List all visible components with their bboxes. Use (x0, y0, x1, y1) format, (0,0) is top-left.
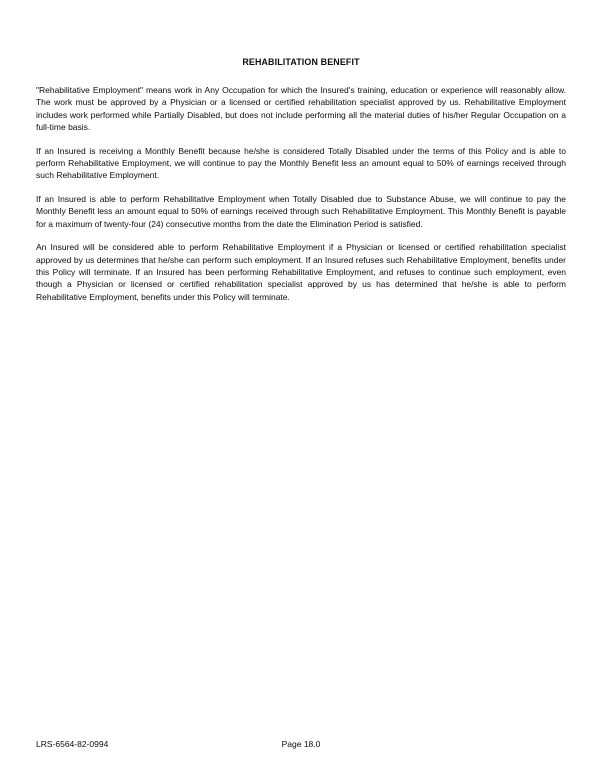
paragraph-monthly-benefit: If an Insured is receiving a Monthly Benefit because he/she is considered Totally Disabled under the terms of this Policy and is able to perform Rehabilitative Employment, we will continue to pay the Monthly Benefit less an amount equal to 50% of earnings received through such Rehabilitative Employment. (36, 145, 566, 181)
page-title: REHABILITATION BENEFIT (242, 57, 360, 67)
footer-page-number: Page 18.0 (281, 739, 321, 749)
footer-form-number: LRS-6564-82-0994 (36, 739, 109, 749)
paragraph-substance-abuse: If an Insured is able to perform Rehabilitative Employment when Totally Disabled due to Substance Abuse, we will continue to pay the Monthly Benefit less an amount equal to 50% of earnings received through such Rehabilitative Employment. This Monthly Benefit is payable for a maximum of twenty-four (24) consecutive months from the date the Elimination Period is satisfied. (36, 194, 566, 229)
page-footer (36, 738, 566, 750)
paragraph-definition: "Rehabilitative Employment" means work in Any Occupation for which the Insured's training, education or experience will reasonably allow. The work must be approved by a Physician or a licensed or certified rehabilitation specialist approved by us. Rehabilitative Employment includes work performed while Partially Disabled, but does not include performing all the material duties of his/her Regular Occupation on a full-time basis. (36, 85, 566, 132)
paragraph-refusal-termination: An Insured will be considered able to perform Rehabilitative Employment if a Physician or licensed or certified rehabilitation specialist approved by us determines that he/she can perform such employment. If an Insured refuses such Rehabilitative Employment, benefits under this Policy will terminate. If an Insured has been performing Rehabilitative Employment, and refuses to continue such employment, even though a Physician or licensed or certified rehabilitation specialist approved by us has determined that he/she is able to perform Rehabilitative Employment, benefits under this Policy will terminate. (36, 242, 566, 302)
document-body (36, 57, 566, 303)
